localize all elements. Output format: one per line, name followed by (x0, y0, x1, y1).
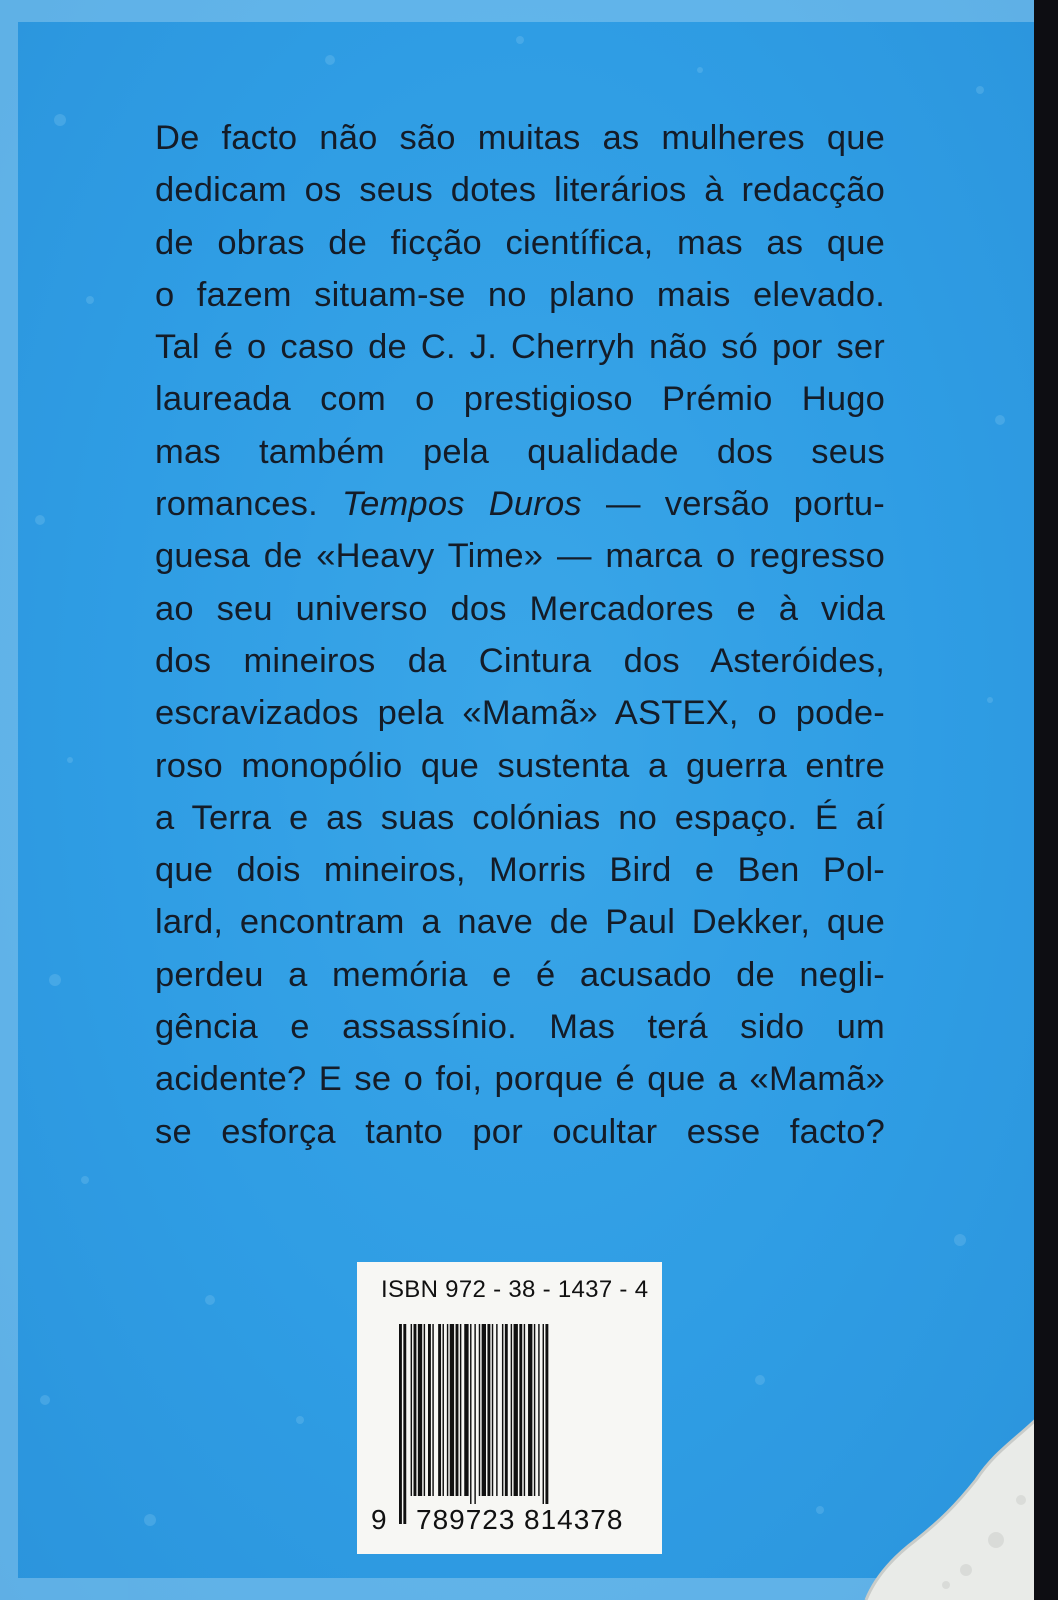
blurb-line: dos mineiros da Cintura dos Asteróides, (155, 641, 885, 680)
blurb-line: gência e assassínio. Mas terá sido um (155, 1008, 885, 1047)
isbn-barcode-label (357, 1262, 662, 1554)
blurb-text: romances. (155, 485, 342, 524)
book-title: Tempos Duros (342, 485, 582, 524)
barcode-icon (399, 1324, 639, 1524)
blurb-line: perdeu a memória e é acusado de negli- (155, 955, 885, 994)
blurb-line: ao seu universo dos Mercadores e à vida (155, 589, 885, 628)
blurb-line: laureada com o prestigioso Prémio Hugo (155, 380, 885, 419)
scan-edge (1034, 0, 1046, 1600)
blurb-line: De facto não são muitas as mulheres que (155, 119, 885, 157)
blurb-line: de obras de ficção científica, mas as que (155, 223, 885, 262)
barcode-digits-left: 789723 (413, 1504, 518, 1536)
blurb-line: roso monopólio que sustenta a guerra entre (155, 746, 885, 785)
blurb-line: dedicam os seus dotes literários à redacção (155, 171, 885, 210)
blurb-line: se esforça tanto por ocultar esse facto? (155, 1112, 885, 1151)
barcode-digit-first: 9 (371, 1504, 387, 1535)
blurb-line: a Terra e as suas colónias no espaço. É aí (155, 798, 885, 837)
blurb-line: acidente? E se o foi, porque é que a «Mamã» (155, 1060, 885, 1099)
isbn-number: ISBN 972 - 38 - 1437 - 4 (381, 1276, 649, 1303)
blurb-line: escravizados pela «Mamã» ASTEX, o pode- (155, 694, 885, 733)
blurb-line-with-title (155, 478, 885, 530)
barcode-digits-right: 814378 (521, 1504, 626, 1536)
blurb-line: Tal é o caso de C. J. Cherryh não só por ser (155, 328, 885, 367)
blurb-line: o fazem situam-se no plano mais elevado. (155, 275, 885, 314)
blurb-line: mas também pela qualidade dos seus (155, 432, 885, 471)
barcode-digits (371, 1504, 651, 1544)
blurb-line: guesa de «Heavy Time» — marca o regresso (155, 537, 885, 576)
blurb-line: que dois mineiros, Morris Bird e Ben Pol- (155, 851, 885, 890)
blurb-line: lard, encontram a nave de Paul Dekker, que (155, 903, 885, 942)
blurb-text: — versão portu- (581, 485, 885, 524)
back-cover-blurb (155, 112, 885, 1158)
torn-corner (846, 1380, 1046, 1600)
